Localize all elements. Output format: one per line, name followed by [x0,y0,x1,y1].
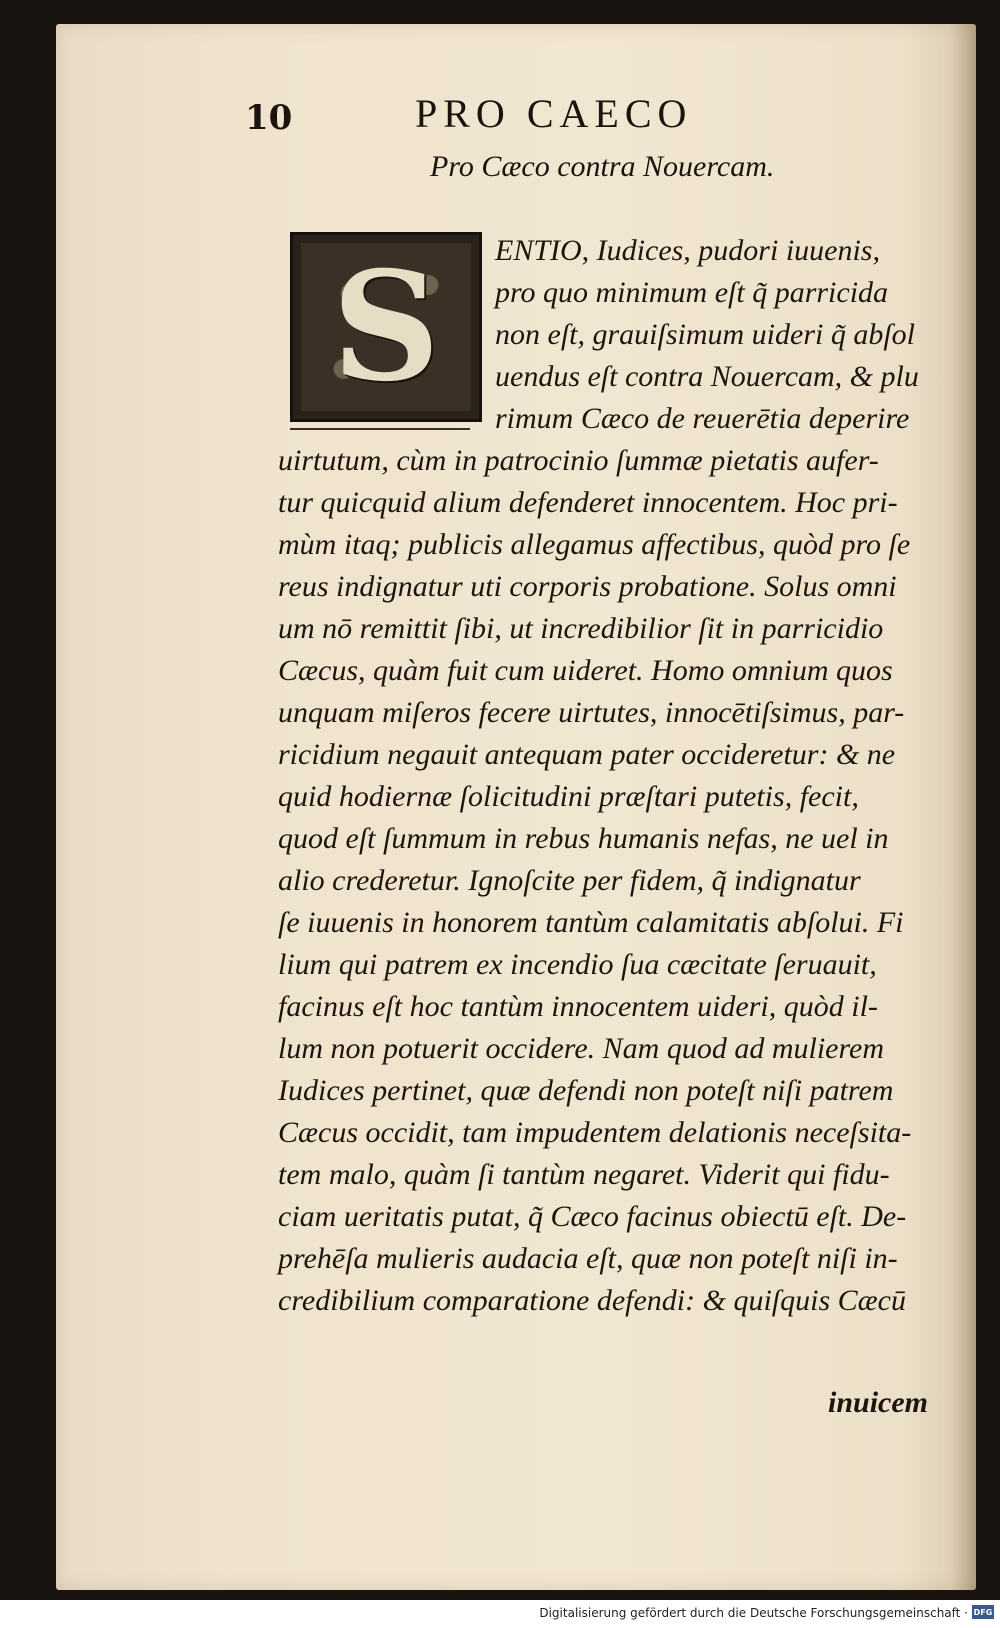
text-line: ſe iuuenis in honorem tantùm calamitatis abſolui. Fi [278,906,904,939]
text-line: prehēſa mulieris audacia eſt, quæ non poteſt niſi in- [278,1242,898,1275]
text-line: unquam miſeros fecere uirtutes, innocētiſsimus, par- [278,696,905,729]
text-line: reus indignatur uti corporis probatione. Solus omni [278,570,897,603]
text-line: quid hodiernæ ſolicitudini præſtari putetis, fecit, [278,780,859,813]
catchword: inuicem [828,1386,929,1419]
text-line: mùm itaq; publicis allegamus affectibus, quòd pro ſe [278,528,911,561]
page-number: 10 [245,98,293,138]
text-line: non eſt, grauiſsimum uideri q̃ abſol [495,318,915,351]
text-line: uendus eſt contra Nouercam, & plu [495,360,919,393]
page-gutter-shadow [950,24,976,1590]
lead-text-block [495,230,935,440]
text-line: facinus eſt hoc tantùm innocentem uideri, quòd il- [278,990,878,1023]
section-title: Pro Cæco contra Nouercam. [430,150,775,183]
text-line: alio crederetur. Ignoſcite per fidem, q̃ indignatur [278,864,861,897]
text-line: quod eſt ſummum in rebus humanis nefas, ne uel in [278,822,889,855]
decorated-initial [290,232,482,422]
text-line: lium qui patrem ex incendio ſua cæcitate ſeruauit, [278,948,877,981]
page-header [245,90,785,140]
text-line: credibilium comparatione defendi: & quiſquis Cæcū [278,1284,906,1317]
text-line: Cæcus, quàm fuit cum uideret. Homo omnium quos [278,654,893,687]
text-line: ENTIO, Iudices, pudori iuuenis, [495,234,880,267]
text-line: tem malo, quàm ſi tantùm negaret. Viderit qui fidu- [278,1158,890,1191]
dfg-logo-icon: DFG [972,1605,994,1619]
text-line: tur quicquid alium defenderet innocentem. Hoc pri- [278,486,898,519]
text-line: Iudices pertinet, quæ defendi non poteſt niſi patrem [278,1074,894,1107]
footer-bar [0,1600,1000,1628]
initial-letter: S [331,239,441,415]
text-line: lum non potuerit occidere. Nam quod ad mulierem [278,1032,885,1065]
text-line: ciam ueritatis putat, q̃ Cæco facinus obiectū eſt. De- [278,1200,907,1233]
text-line: um nō remittit ſibi, ut incredibilior ſit in parricidio [278,612,884,645]
text-line: Cæcus occidit, tam impudentem delationis neceſsita- [278,1116,912,1149]
text-line: ricidium negauit antequam pater occideretur: & ne [278,738,896,771]
digitization-credit: Digitalisierung gefördert durch die Deutsche Forschungsgemeinschaft · [539,1606,968,1620]
text-line: pro quo minimum eſt q̃ parricida [495,276,889,309]
running-head: PRO CAECO [415,91,693,136]
initial-underline [290,428,470,430]
text-line: uirtutum, cùm in patrocinio ſummæ pietatis aufer- [278,444,879,477]
body-text-block [278,440,938,1322]
text-line: rimum Cæco de reuerētia deperire [495,402,910,435]
